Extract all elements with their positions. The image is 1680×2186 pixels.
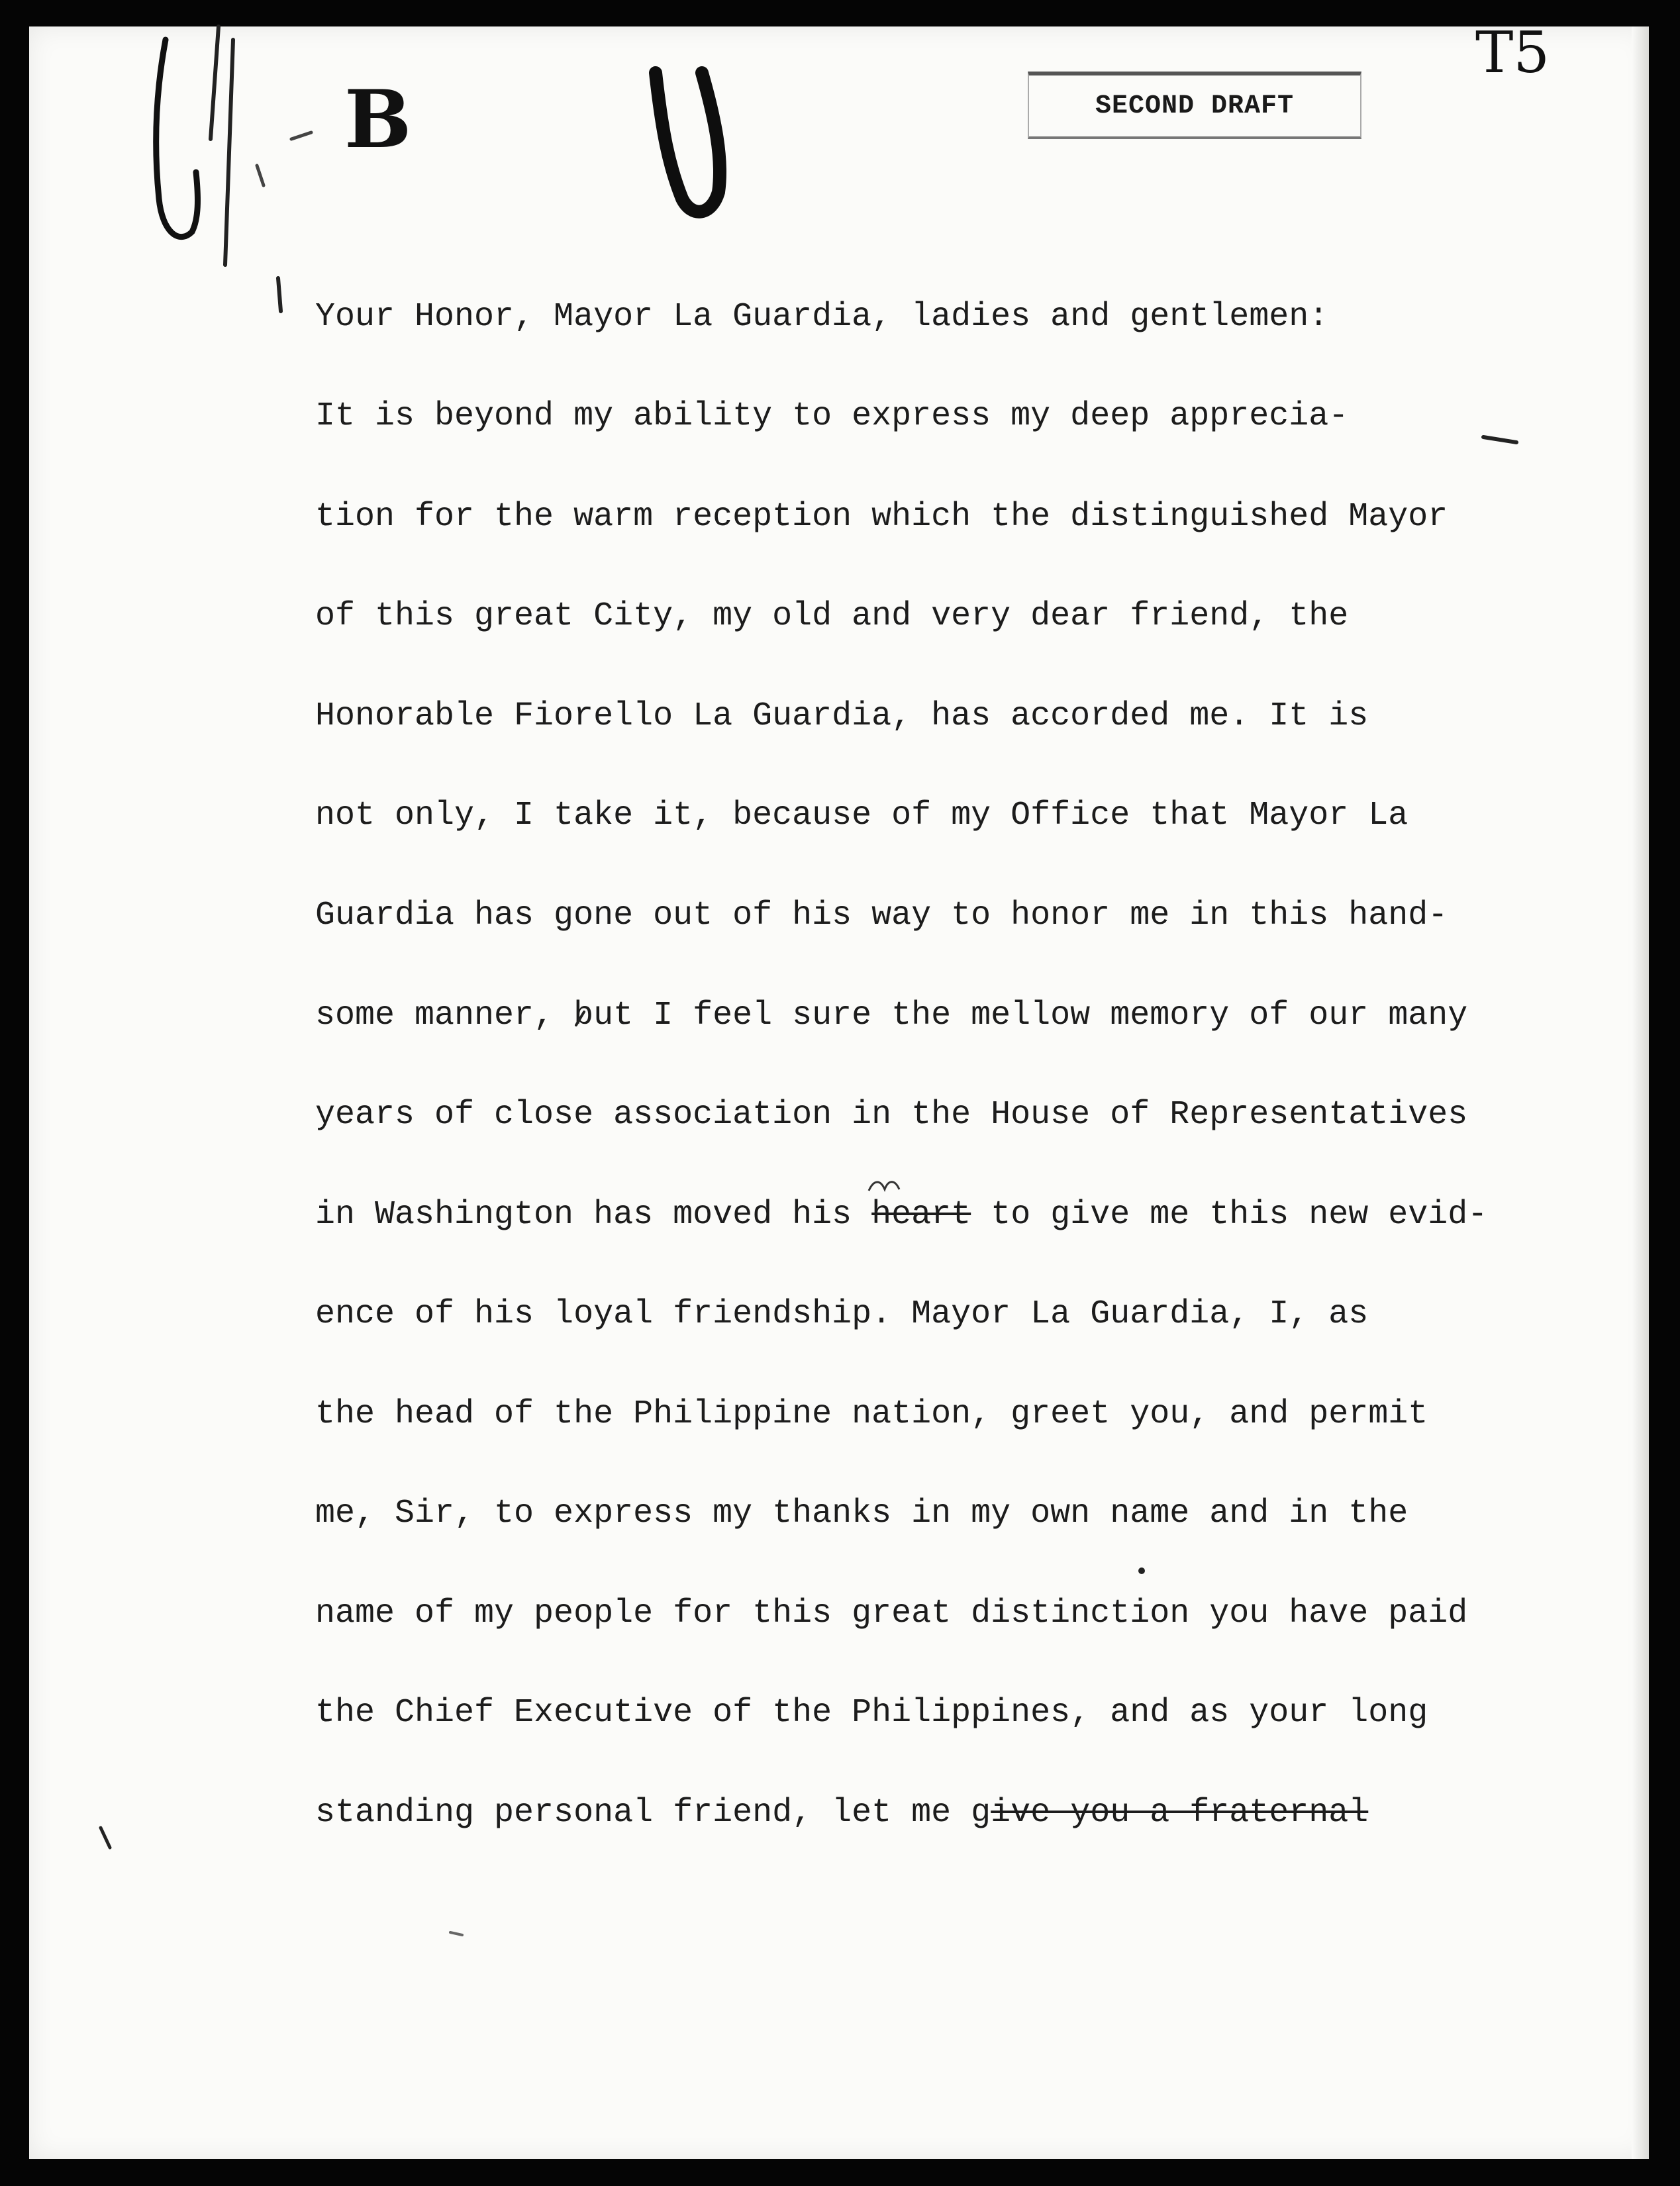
speech-line-7: some manner, but I feel sure the mellow memory of our many bbox=[315, 997, 1468, 1034]
smudge-icon bbox=[450, 1932, 462, 1935]
struck-word-heart: heart bbox=[871, 1196, 971, 1234]
ink-dot-icon bbox=[1138, 1567, 1145, 1574]
stamp-label: SECOND DRAFT bbox=[1095, 91, 1295, 121]
margin-dash-icon bbox=[1483, 437, 1516, 442]
speech-line-13: name of my people for this great distinction you have paid bbox=[315, 1595, 1468, 1632]
speech-line-8: years of close association in the House of Representatives bbox=[315, 1096, 1468, 1134]
margin-tick-icon bbox=[101, 1828, 110, 1848]
speech-line-1: It is beyond my ability to express my deep apprecia- bbox=[315, 397, 1349, 435]
speech-line-9-end: to give me this new evid- bbox=[971, 1196, 1488, 1234]
speech-line-9-start: in Washington has moved his bbox=[315, 1196, 852, 1234]
salutation: Your Honor, Mayor La Guardia, ladies and gentlemen: bbox=[315, 298, 1329, 336]
inserted-letter-icon bbox=[869, 1182, 899, 1191]
caret-mark-icon bbox=[576, 1012, 584, 1025]
speech-line-10: ence of his loyal friendship. Mayor La Guardia, I, as bbox=[315, 1295, 1369, 1333]
speech-line-3: of this great City, my old and very dear friend, the bbox=[315, 597, 1349, 635]
speech-line-6: Guardia has gone out of his way to honor me in this hand- bbox=[315, 897, 1448, 934]
speech-line-15-start: standing personal friend, let me g bbox=[315, 1794, 991, 1832]
handwritten-letter-b: B bbox=[344, 73, 412, 166]
speech-line-2: tion for the warm reception which the distinguished Mayor bbox=[315, 498, 1448, 536]
handwritten-page-mark: T5 bbox=[1475, 20, 1550, 86]
speech-line-11: the head of the Philippine nation, greet you, and permit bbox=[315, 1395, 1428, 1433]
speech-line-4: Honorable Fiorello La Guardia, has accorded me. It is bbox=[315, 697, 1369, 735]
struck-phrase-fraternal: ive you a fraternal bbox=[991, 1794, 1369, 1832]
speech-line-12: me, Sir, to express my thanks in my own name and in the bbox=[315, 1495, 1408, 1532]
speech-line-5: not only, I take it, because of my Office that Mayor La bbox=[315, 797, 1408, 834]
speech-line-14: the Chief Executive of the Philippines, and as your long bbox=[315, 1694, 1428, 1732]
